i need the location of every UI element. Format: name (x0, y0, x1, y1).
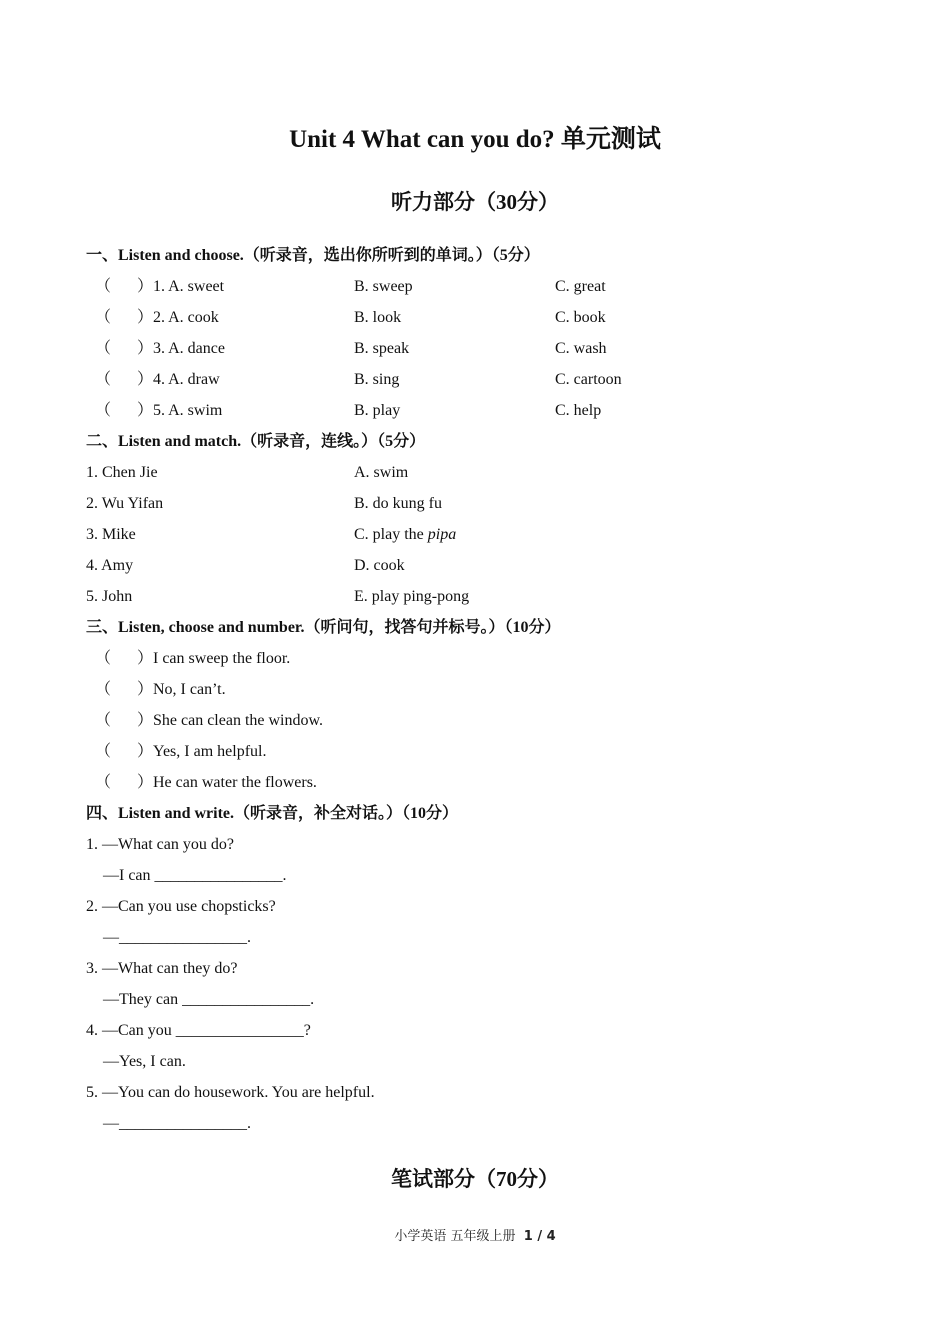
q2-item (86, 488, 886, 519)
q4-answer: —I can ________________. (103, 867, 287, 884)
q1-option-a: 2. A. cook (153, 309, 219, 326)
answer-paren-open: （ (95, 371, 112, 388)
answer-paren-close: ） (137, 712, 154, 729)
q2-item (86, 581, 886, 612)
answer-paren-close: ） (137, 650, 154, 667)
q2-activity (354, 519, 456, 550)
q1-item (86, 364, 886, 395)
q3-sentence: He can water the flowers. (153, 774, 317, 791)
answer-paren-close: ） (137, 278, 154, 295)
q4-question: 3. —What can they do? (86, 960, 238, 977)
q1-option-b: B. sing (354, 371, 400, 388)
q3-item (86, 674, 886, 705)
answer-paren-close: ） (137, 774, 154, 791)
listening-section-heading: 听力部分（30分） (391, 190, 559, 214)
q1-option-c: C. wash (555, 340, 607, 357)
q2-person: 4. Amy (86, 557, 134, 574)
q1-option-c: C. book (555, 309, 606, 326)
q4-answer: —Yes, I can. (103, 1053, 186, 1070)
answer-paren-open: （ (95, 340, 112, 357)
q3-sentence: Yes, I am helpful. (153, 743, 267, 760)
q2-item (86, 457, 886, 488)
q3-item (86, 705, 886, 736)
answer-paren-open: （ (95, 650, 112, 667)
q4-question: 5. —You can do housework. You are helpful. (86, 1084, 375, 1101)
answer-paren-open: （ (95, 774, 112, 791)
q4-answer: —They can ________________. (103, 991, 315, 1008)
q4-question: 1. —What can you do? (86, 836, 234, 853)
q2-activity: D. cook (354, 557, 405, 574)
q1-item (86, 395, 886, 426)
q2-activity: E. play ping-pong (354, 588, 470, 605)
written-section-heading: 笔试部分（70分） (391, 1167, 559, 1191)
answer-paren-open: （ (95, 278, 112, 295)
footer-text: 小学英语 五年级上册 (394, 1229, 516, 1244)
q1-option-b: B. sweep (354, 278, 413, 295)
q3-heading: 三、Listen, choose and number.（听问句，找答句并标号。）（10分） (86, 619, 561, 636)
q3-item (86, 643, 886, 674)
answer-paren-close: ） (137, 371, 154, 388)
q2-person: 3. Mike (86, 526, 136, 543)
q1-option-c: C. cartoon (555, 371, 622, 388)
q2-person: 2. Wu Yifan (86, 495, 164, 512)
q1-option-b: B. play (354, 402, 401, 419)
q2-person: 1. Chen Jie (86, 464, 158, 481)
answer-paren-open: （ (95, 681, 112, 698)
answer-paren-close: ） (137, 309, 154, 326)
q1-option-a: 3. A. dance (153, 340, 225, 357)
q1-item (86, 302, 886, 333)
q1-item (86, 333, 886, 364)
answer-paren-close: ） (137, 681, 154, 698)
q2-activity: A. swim (354, 464, 409, 481)
q4-answer: —________________. (103, 929, 251, 946)
q1-option-a: 4. A. draw (153, 371, 220, 388)
page-footer (0, 1225, 950, 1244)
q3-item (86, 767, 886, 798)
q1-option-c: C. great (555, 278, 606, 295)
q2-person: 5. John (86, 588, 133, 605)
q4-question: 4. —Can you ________________? (86, 1022, 311, 1039)
q4-answer: —________________. (103, 1115, 251, 1132)
page-title: Unit 4 What can you do? 单元测试 (289, 126, 661, 153)
answer-paren-close: ） (137, 743, 154, 760)
q1-option-a: 1. A. sweet (153, 278, 225, 295)
q1-item (86, 271, 886, 302)
q1-option-c: C. help (555, 402, 602, 419)
answer-paren-close: ） (137, 340, 154, 357)
answer-paren-open: （ (95, 743, 112, 760)
answer-paren-open: （ (95, 402, 112, 419)
q1-option-b: B. look (354, 309, 402, 326)
q1-heading: 一、Listen and choose.（听录音，选出你所听到的单词。）（5分） (86, 247, 540, 264)
answer-paren-close: ） (137, 402, 154, 419)
q1-option-a: 5. A. swim (153, 402, 223, 419)
page-number: 1 / 4 (523, 1229, 556, 1244)
q2-item (86, 519, 886, 550)
answer-paren-open: （ (95, 309, 112, 326)
answer-paren-open: （ (95, 712, 112, 729)
q2-activity: B. do kung fu (354, 495, 442, 512)
q3-sentence: No, I can’t. (153, 681, 226, 698)
q2-heading: 二、Listen and match.（听录音，连线。）（5分） (86, 433, 426, 450)
q2-activity-italic: pipa (427, 526, 457, 543)
q3-sentence: I can sweep the floor. (153, 650, 291, 667)
q1-option-b: B. speak (354, 340, 410, 357)
q4-question: 2. —Can you use chopsticks? (86, 898, 276, 915)
q3-sentence: She can clean the window. (153, 712, 324, 729)
q3-item (86, 736, 886, 767)
listening-content (86, 240, 886, 1139)
q2-activity-text: C. play the (354, 526, 428, 543)
q2-item (86, 550, 886, 581)
q4-heading: 四、Listen and write.（听录音，补全对话。）（10分） (86, 805, 459, 822)
